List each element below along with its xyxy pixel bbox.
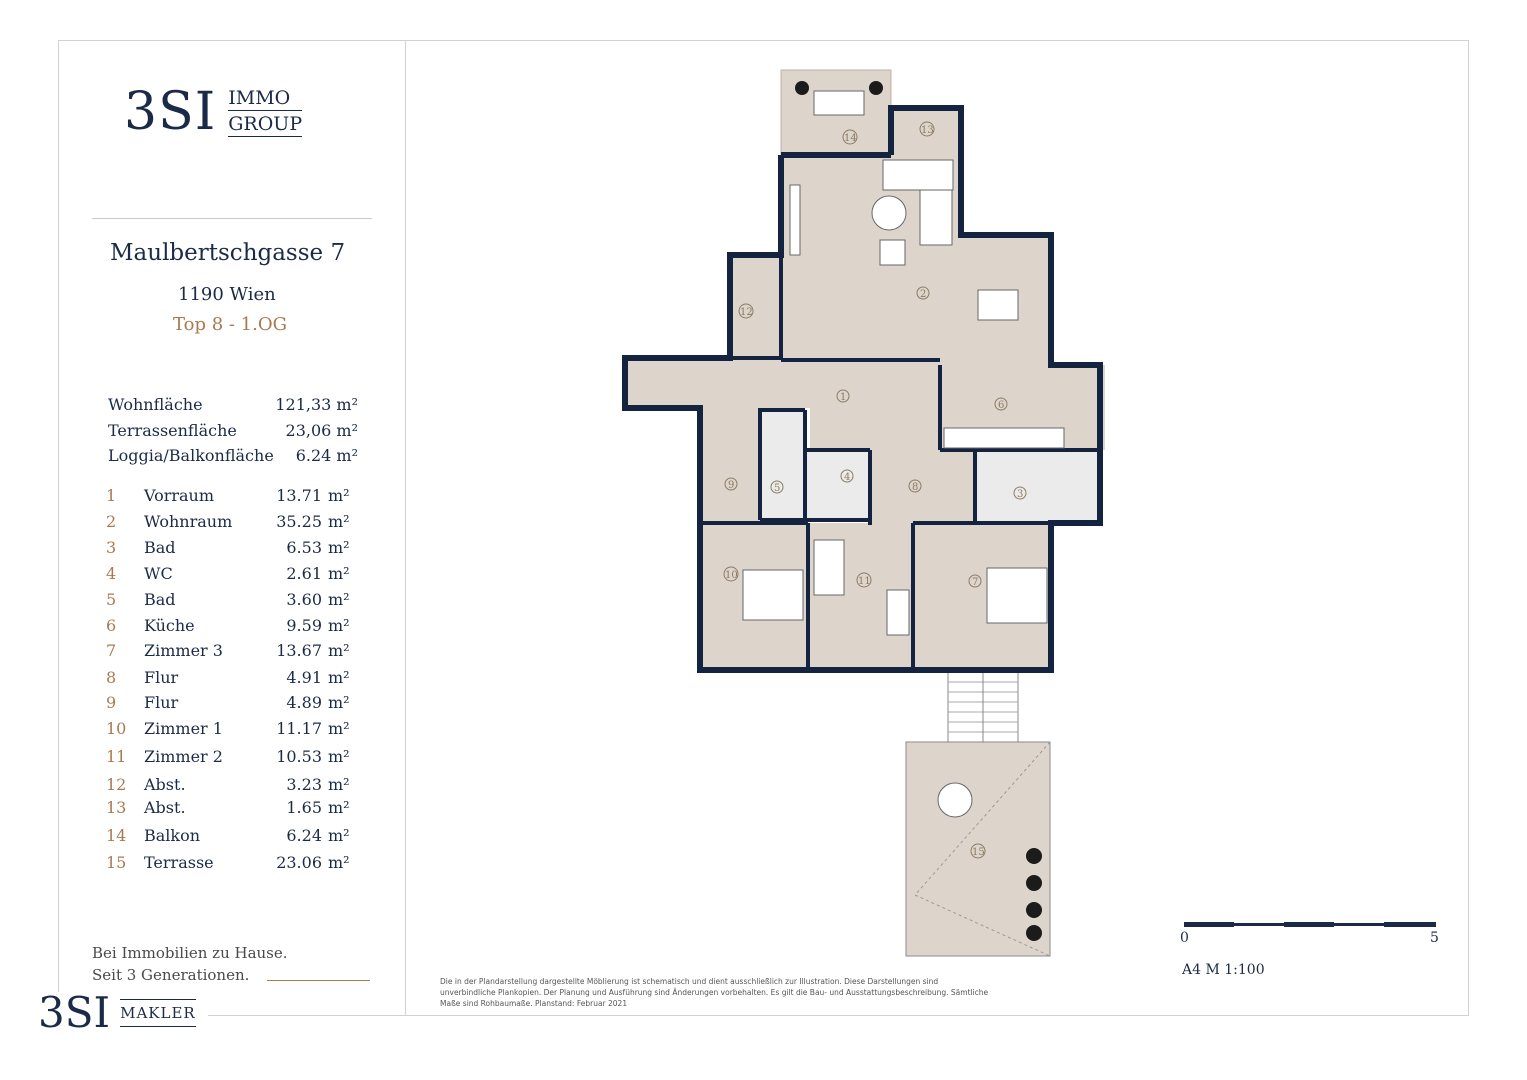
room-label: 11: [858, 576, 871, 587]
room-name: Flur: [144, 668, 179, 687]
tagline-line2: Seit 3 Generationen.: [92, 966, 250, 984]
room-area: 9.59: [286, 616, 322, 635]
room-label: 3: [1017, 489, 1024, 500]
room-area: 13.67: [276, 641, 322, 660]
room-number: 6: [106, 616, 117, 635]
room-area: 10.53: [276, 747, 322, 766]
room-number: 8: [106, 668, 117, 687]
room-label: 9: [728, 480, 735, 491]
room-label: 8: [912, 482, 919, 493]
room-number: 5: [106, 590, 117, 609]
room-unit: m²: [328, 538, 350, 557]
area-value: 121,33 m²: [275, 395, 358, 414]
room-name: WC: [144, 564, 173, 583]
logo-line1: IMMO: [228, 87, 302, 111]
room-unit: m²: [328, 798, 350, 817]
room-unit: m²: [328, 747, 350, 766]
room-area: 3.23: [286, 775, 322, 794]
address-unit: Top 8 - 1.OG: [173, 314, 287, 335]
room-label: 5: [774, 483, 781, 494]
room-name: Abst.: [144, 775, 186, 794]
bathroom-5-area: [760, 410, 805, 520]
room-label: 7: [972, 577, 979, 588]
scale-start: 0: [1180, 930, 1189, 946]
room-number: 2: [106, 512, 117, 531]
room-number: 12: [106, 775, 127, 794]
room-name: Zimmer 1: [144, 719, 223, 738]
area-label: Loggia/Balkonfläche: [108, 446, 274, 465]
room-unit: m²: [328, 719, 350, 738]
disclaimer-text: Die in der Plandarstellung dargestellte Möblierung ist schematisch und dient ausschließlich zur Illustration. Diese Darstellungen sind unverbindliche Plankopien. Der Planung und Ausführung sind Änderungen vorbehalten. Es gilt die Bau- und Ausstattungsbeschreibung. Sämtliche Maße sind Rohbaumaße. Planstand: Februar 2021: [440, 977, 989, 1008]
room-label: 12: [740, 307, 753, 318]
logo-main: 3SI: [124, 82, 217, 142]
room-name: Balkon: [144, 826, 201, 845]
room-number: 9: [106, 693, 117, 712]
room-area: 23.06: [276, 853, 322, 872]
area-value: 6.24 m²: [295, 446, 358, 465]
room-name: Vorraum: [144, 486, 215, 505]
area-value: 23,06 m²: [285, 421, 358, 440]
room-unit: m²: [328, 512, 350, 531]
room-area: 35.25: [276, 512, 322, 531]
room-area: 13.71: [276, 486, 322, 505]
storage-12-area: [730, 255, 781, 360]
room-number: 14: [106, 826, 127, 845]
room-area: 2.61: [286, 564, 322, 583]
area-label: Wohnfläche: [108, 395, 203, 414]
room-number: 3: [106, 538, 117, 557]
logo-line2: GROUP: [228, 113, 303, 135]
makler-logo-main: 3SI: [38, 988, 111, 1037]
room-name: Abst.: [144, 798, 186, 817]
room-number: 15: [106, 853, 127, 872]
room-name: Küche: [144, 616, 195, 635]
tagline-line1: Bei Immobilien zu Hause.: [92, 944, 288, 962]
room-area: 3.60: [286, 590, 322, 609]
room-area: 4.91: [286, 668, 322, 687]
room-label: 4: [844, 472, 851, 483]
room-unit: m²: [328, 826, 350, 845]
room-label: 14: [844, 133, 857, 144]
room-name: Zimmer 2: [144, 747, 223, 766]
room-name: Wohnraum: [144, 512, 233, 531]
scale-end: 5: [1430, 930, 1439, 946]
bathroom-3-area: [975, 450, 1100, 525]
room-label: 1: [840, 392, 847, 403]
room-unit: m²: [328, 486, 350, 505]
address-city: 1190 Wien: [178, 284, 276, 305]
room-number: 4: [106, 564, 117, 583]
room-label: 15: [972, 847, 985, 858]
room-unit: m²: [328, 641, 350, 660]
scale-label: A4 M 1:100: [1182, 962, 1265, 978]
room-area: 1.65: [286, 798, 322, 817]
room-name: Bad: [144, 538, 176, 557]
flur-8-area: [870, 450, 975, 525]
room-name: Zimmer 3: [144, 641, 223, 660]
room-name: Bad: [144, 590, 176, 609]
room-name: Terrasse: [144, 853, 214, 872]
room-area: 11.17: [276, 719, 322, 738]
room-number: 1: [106, 486, 117, 505]
address-street: Maulbertschgasse 7: [110, 240, 346, 266]
area-label: Terrassenfläche: [108, 421, 237, 440]
room-unit: m²: [328, 775, 350, 794]
room-area: 6.24: [286, 826, 322, 845]
room-unit: m²: [328, 693, 350, 712]
room-label: 6: [998, 400, 1005, 411]
entry-corridor: [625, 358, 810, 408]
room-number: 7: [106, 641, 117, 660]
scale-bar: [1184, 922, 1436, 927]
room-area: 6.53: [286, 538, 322, 557]
room-unit: m²: [328, 668, 350, 687]
room-unit: m²: [328, 564, 350, 583]
room-unit: m²: [328, 853, 350, 872]
flur-9-area: [700, 408, 760, 523]
room-label: 13: [921, 125, 934, 136]
room-number: 13: [106, 798, 127, 817]
room-area: 4.89: [286, 693, 322, 712]
room-number: 10: [106, 719, 127, 738]
room-unit: m²: [328, 616, 350, 635]
room-name: Flur: [144, 693, 179, 712]
makler-logo-sub: MAKLER: [120, 999, 196, 1027]
vorraum-area: [810, 365, 940, 450]
room-unit: m²: [328, 590, 350, 609]
wc-4-area: [805, 450, 870, 520]
room-number: 11: [106, 747, 127, 766]
room-label: 2: [920, 289, 927, 300]
room-label: 10: [725, 570, 738, 581]
